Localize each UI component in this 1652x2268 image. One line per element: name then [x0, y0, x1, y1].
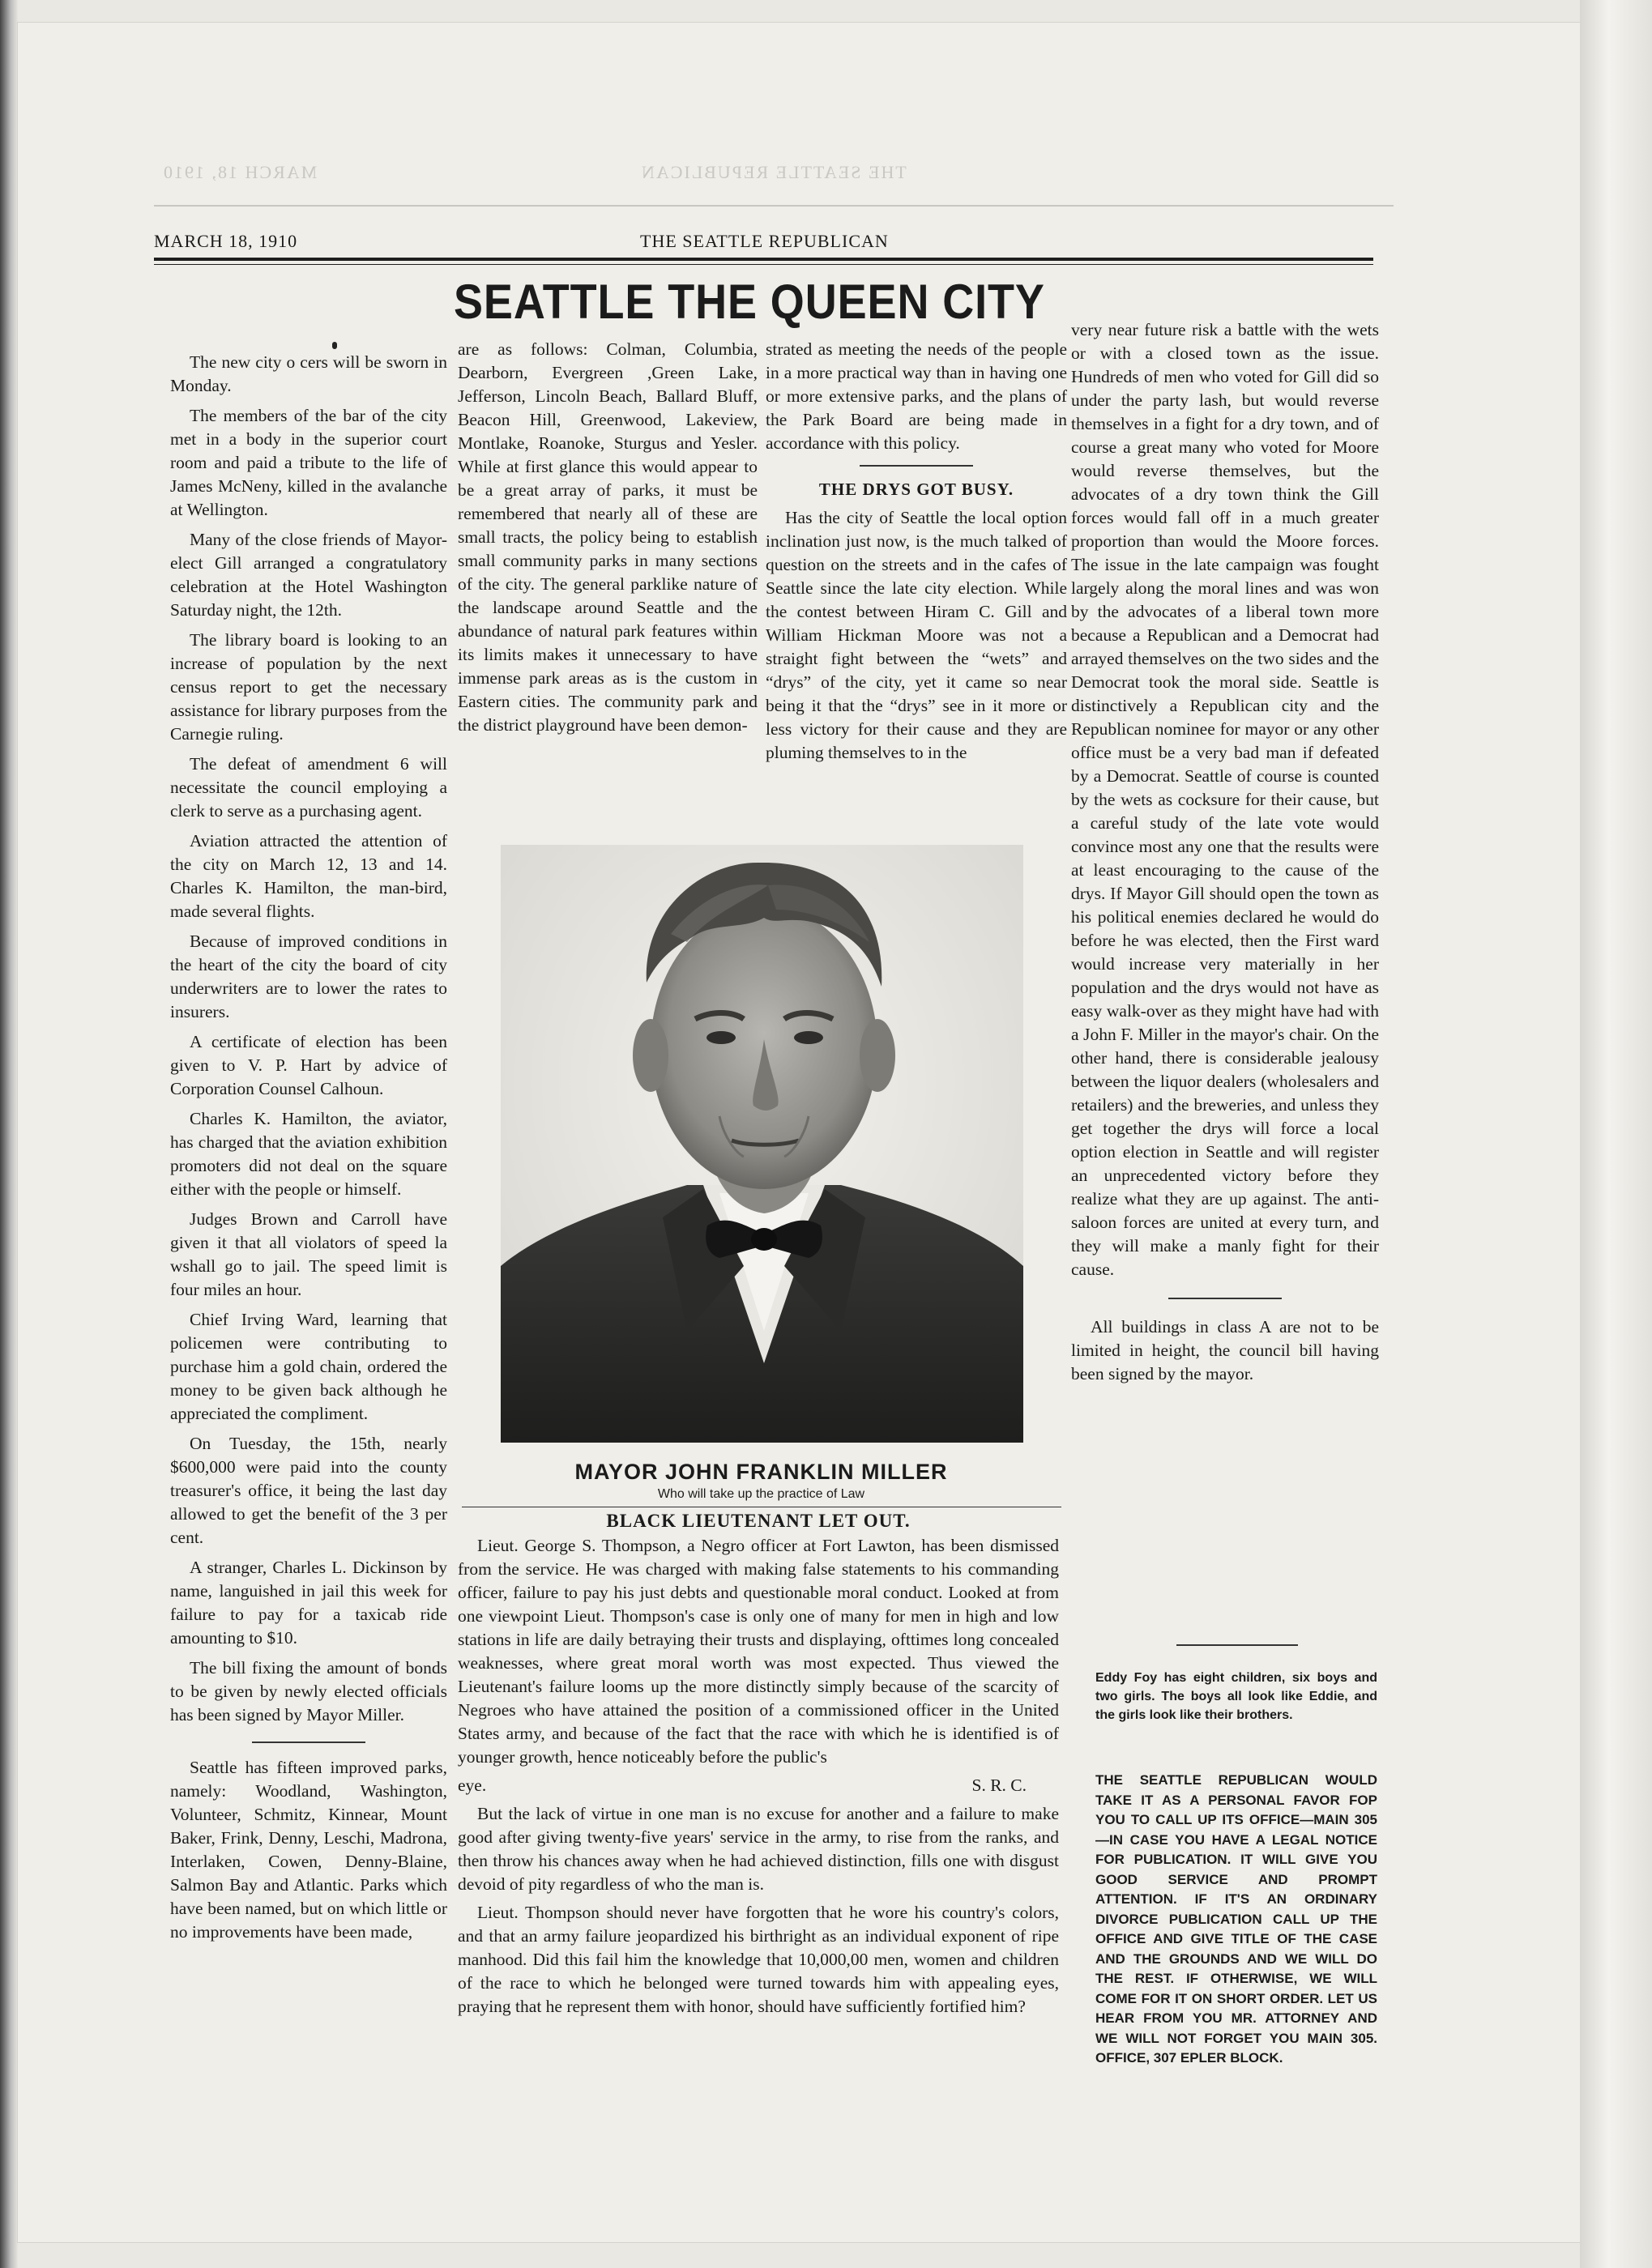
news-item: Charles K. Hamilton, the aviator, has charged that the aviation exhibition promoters did not deal on the square either with the people or himself. — [170, 1109, 447, 1199]
column-parks — [458, 338, 758, 744]
masthead-rule-thin — [154, 264, 1373, 265]
news-item: Chief Irving Ward, learning that policemen were contributing to purchase him a gold chain, ordered the money to be given back although he appreciated the compliment. — [170, 1310, 447, 1423]
drys-continued: very near future risk a battle with the wets or with a closed town as the issue. Hundreds of men who voted for Gill did so under the party lash, but would reverse themselves in a fight for a dry town, and of course a great many who voted for Moore would reverse themselves, but the advocates of a dry town think the Gill forces would fall off in a much greater proportion than would the Moore forces. The issue in the late campaign was fought largely along the moral lines and was won by the advocates of a liberal town more because a Republican and a Democrat had arrayed themselves on the two sides and the Democrat took the moral side. Seattle is distinctively a Republican city and the Republican nominee for mayor or any other office must be a very bad man if defeated by a Democrat. Seattle of course is counted by the wets as cocksure for their cause, but a careful study of the late vote would convince most any one that the results were at least encouraging to the cause of the drys. If Mayor Gill should open the town as his political enemies declared he would do before he was elected, then the First ward would increase very materially in her population and the drys would not have as easy walk-over as they might have had with a John F. Miller in the mayor's chair. On the other hand, there is considerable jealousy between the liquor dealers (wholesalers and retailers) and the breweries, and unless they get together the drys will force a local option election in Seattle and will register an unprecedented victory before they realize what they are up against. The anti-saloon forces are united at every turn, and they will make a manly fight for their cause. — [1071, 320, 1379, 1279]
paper-name: THE SEATTLE REPUBLICAN — [640, 231, 889, 251]
news-item: The defeat of amendment 6 will necessitate the council employing a clerk to serve as a purchasing agent. — [170, 754, 447, 821]
news-item: A certificate of election has been given to V. P. Hart by advice of Corporation Counsel Calhoun. — [170, 1032, 447, 1098]
news-item: Aviation attracted the attention of the city on March 12, 13 and 14. Charles K. Hamilton, the man-bird, made several flights. — [170, 831, 447, 921]
news-item: The members of the bar of the city met in a body in the superior court room and paid a tribute to the life of James McNeny, killed in the avalanche at Wellington. — [170, 406, 447, 519]
parks-conclusion: strated as meeting the needs of the people in a more practical way than in having one or more extensive parks, and the plans of the Park Board are being made in accordance with this policy. — [766, 339, 1067, 453]
issue-date: MARCH 18, 1910 — [154, 231, 298, 251]
article-subhead: THE DRYS GOT BUSY. — [818, 480, 1014, 499]
drys-article: Has the city of Seattle the local option inclination just now, is the much talked of question on the streets and in the cafes of Seattle since the late city election. While the contest between Hiram C. Gill and William Hickman Moore was not a straight fight between the “wets” and “drys” of the city, yet it came so near being it that the “drys” see in it more or less victory for their cause and they are pluming themselves to in the — [766, 508, 1067, 762]
news-item: A stranger, Charles L. Dickinson by name, languished in jail this week for failure to pay for a taxicab ride amounting to $10. — [170, 1558, 447, 1648]
section-divider — [1168, 1298, 1282, 1299]
article-paragraph: Lieut. George S. Thompson, a Negro officer at Fort Lawton, has been dismissed from the service. He was charged with making false statements to his commanding officer, failure to pay his just debts and questionable moral conduct. Looked at from one viewpoint Lieut. Thompson's case is only one of many for men in high and low stations in life are daily betraying their trusts and displaying, ofttimes long concealed weaknesses, where great moral worth was most expected. Thus viewed the Lieutenant's failure looms up the more distinctly simply because of the scarcity of Negroes who have attained the position of a commissioned officer in the United States army, and because of the fact that the race with which he is identified is of younger growth, hence noticeably before the public's — [458, 1536, 1059, 1767]
portrait-caption: MAYOR JOHN FRANKLIN MILLER — [574, 1460, 948, 1484]
mayor-portrait — [501, 845, 1023, 1443]
article-title: BLACK LIEUTENANT LET OUT. — [606, 1511, 911, 1531]
legal-notice-ad: THE SEATTLE REPUBLICAN WOULD TAKE IT AS A PERSONAL FAVOR FOP YOU TO CALL UP ITS OFFICE—MAIN 305—IN CASE YOU HAVE A LEGAL NOTICE FOR PUBLICATION. IT WILL GIVE YOU GOOD SERVICE AND PROMPT ATTENTION. IF IT'S AN ORDINARY DIVORCE PUBLICATION CALL UP THE OFFICE AND GIVE TITLE OF THE CASE AND THE GROUNDS AND WE WILL DO THE REST. IF OTHERWISE, WE WILL COME FOR IT ON SHORT ORDER. LET US HEAR FROM YOU MR. ATTORNEY AND WE WILL NOT FORGET YOU MAIN 305. OFFICE, 307 EPLER BLOCK. — [1095, 1772, 1377, 2066]
column-drys-continued — [1071, 318, 1379, 1402]
section-divider — [252, 1742, 365, 1743]
bleed-through-masthead — [154, 162, 1385, 194]
news-item: The bill fixing the amount of bonds to be given by newly elected officials has been signed by Mayor Miller. — [170, 1658, 447, 1724]
article-signature-line — [458, 1774, 1059, 1797]
parks-item: Seattle has fifteen improved parks, namely: Woodland, Washington, Volunteer, Schmitz, Kinnear, Mount Baker, Frink, Denny, Leschi, Madrona, Interlaken, Cowen, Denny-Blaine, Salmon Bay and Atlantic. Parks which have been named, but on which little or no improvements have been made, — [170, 1758, 447, 1942]
news-item: The library board is looking to an increase of population by the next census report to get the necessary assistance for library purposes from the Carnegie ruling. — [170, 630, 447, 744]
section-divider — [1176, 1644, 1298, 1646]
news-item: Because of improved conditions in the heart of the city the board of city underwriters are to lower the rates to insurers. — [170, 932, 447, 1021]
column-local-news — [170, 342, 447, 1950]
bleed-through-date: MARCH 18, 1910 — [162, 162, 318, 182]
news-item: Many of the close friends of Mayor-elect Gill arranged a congratulatory celebration at the Hotel Washington Saturday night, the 12th. — [170, 530, 447, 620]
section-divider — [860, 465, 973, 467]
building-item: All buildings in class A are not to be limited in height, the council bill having been signed by the mayor. — [1071, 1317, 1379, 1383]
masthead — [154, 231, 1373, 255]
portrait-photo — [501, 845, 1023, 1443]
binding-edge — [0, 0, 18, 2268]
eddy-foy-item: Eddy Foy has eight children, six boys and two girls. The boys all look like Eddie, and the girls look like their brothers. — [1095, 1671, 1377, 1722]
news-item: The new city o cers will be sworn in Monday. — [170, 352, 447, 395]
bleed-through-paper: THE SEATTLE REPUBLICAN — [640, 162, 907, 182]
ink-dot — [332, 342, 337, 349]
article-paragraph: Lieut. Thompson should never have forgotten that he wore his country's colors, and that an army failure jeopardized his birthright as an individual exponent of ripe manhood. Did this fail him the knowledge that 10,000,00 men, women and children of the race to which he belonged were turned towards him with appealing eyes, praying that he represent them with honor, should have sufficiently fortified him? — [458, 1903, 1059, 2016]
article-paragraph: But the lack of virtue in one man is no excuse for another and a failure to make good after giving twenty-five years' service in the army, to rise from the ranks, and then throw his chances away when he had achieved distinction, fills one with disgust devoid of pity regardless of who the man is. — [458, 1804, 1059, 1894]
portrait-subcaption: Who will take up the practice of Law — [657, 1487, 865, 1501]
bleed-through-rule — [154, 205, 1394, 207]
article-paragraph-end: eye. — [458, 1776, 487, 1795]
news-item: On Tuesday, the 15th, nearly $600,000 were paid into the county treasurer's office, it being the last day allowed to get the benefit of the 3 per cent. — [170, 1434, 447, 1547]
author-initials: S. R. C. — [971, 1776, 1027, 1795]
masthead-rule — [154, 258, 1373, 261]
page-stack-edge — [1580, 0, 1652, 2268]
news-item: Judges Brown and Carroll have given it that all violators of speed la wshall go to jail. The speed limit is four miles an hour. — [170, 1209, 447, 1299]
column-drys — [766, 338, 1067, 771]
parks-continued: are as follows: Colman, Columbia, Dearborn, Evergreen ,Green Lake, Jefferson, Lincoln Beach, Ballard Bluff, Beacon Hill, Greenwood, Lakeview, Montlake, Roanoke, Sturgus and Yesler. While at first glance this would appear to be a great array of parks, it must be remembered that nearly all of these are small tracts, the policy being to establish small community parks in many sections of the city. The general parklike nature of the landscape around Seattle and the abundance of natural park features within its limits makes it unnecessary to have immense park areas as is the custom in Eastern cities. The community park and the district playground have been demon- — [458, 339, 758, 735]
article-black-lieutenant — [458, 1509, 1059, 2023]
page-headline: SEATTLE THE QUEEN CITY — [454, 275, 1045, 329]
